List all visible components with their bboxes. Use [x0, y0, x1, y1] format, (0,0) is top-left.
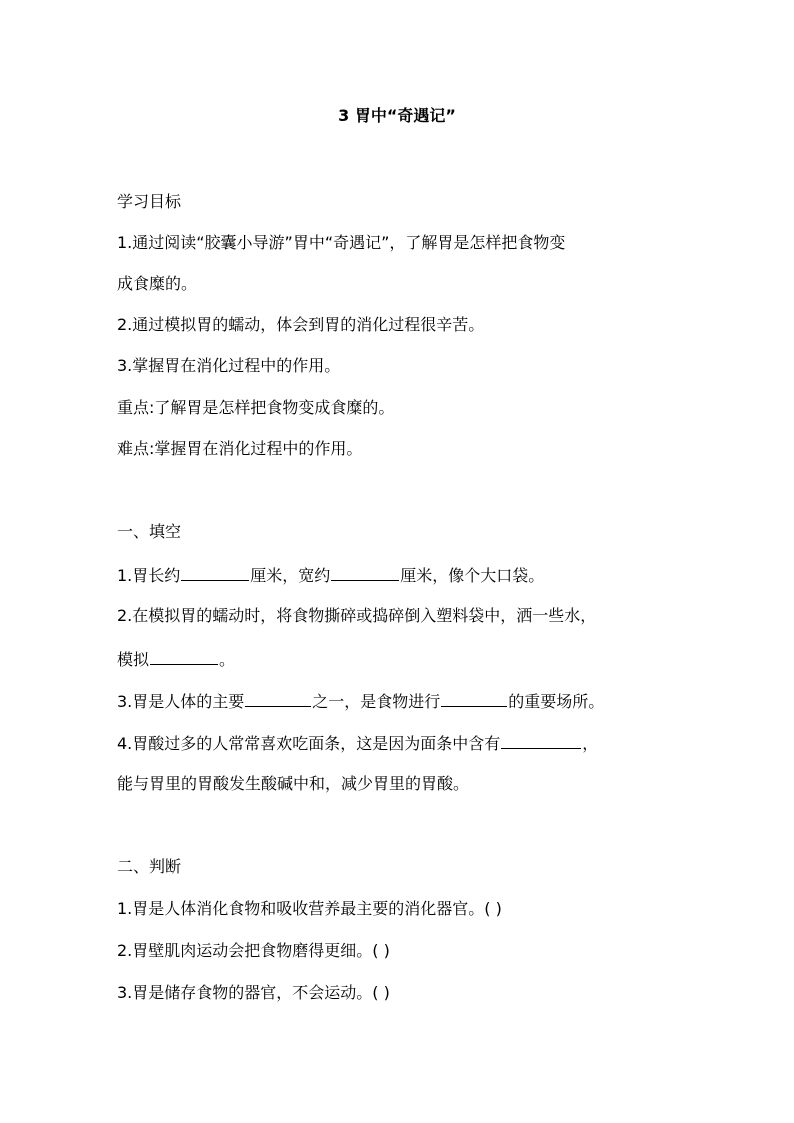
difficult-point: 难点:掌握胃在消化过程中的作用。 [117, 439, 363, 458]
fill-q3-blank-2[interactable] [441, 688, 507, 707]
fill-question-1 [117, 562, 544, 588]
key-point: 重点:了解胃是怎样把食物变成食糜的。 [117, 398, 395, 417]
judgement-question-1: 1.胃是人体消化食物和吸收营养最主要的消化器官。( ) [117, 899, 502, 918]
fill-q1-blank-2[interactable] [331, 562, 399, 581]
fill-q3-text-a: 3.胃是人体的主要 [117, 692, 245, 711]
fill-q2-text-b: 。 [219, 650, 236, 669]
fill-question-2-line-1: 2.在模拟胃的蠕动时，将食物撕碎或捣碎倒入塑料袋中，洒一些水， [117, 606, 597, 625]
fill-q4-text-a: 4.胃酸过多的人常常喜欢吃面条，这是因为面条中含有 [117, 734, 501, 753]
fill-q2-blank[interactable] [150, 646, 218, 665]
fill-q3-blank-1[interactable] [245, 688, 311, 707]
objective-1-line-2: 成食糜的。 [117, 274, 198, 293]
fill-q4-text-b: ， [582, 734, 599, 753]
fill-q1-blank-1[interactable] [181, 562, 249, 581]
judgement-question-3: 3.胃是储存食物的器官，不会运动。( ) [117, 983, 390, 1002]
fill-question-4-line-2: 能与胃里的胃酸发生酸碱中和，减少胃里的胃酸。 [117, 774, 470, 793]
fill-q4-blank[interactable] [501, 730, 581, 749]
page-title: 3 胃中“奇遇记” [338, 106, 456, 125]
fill-q3-text-c: 的重要场所。 [508, 692, 605, 711]
fill-blanks-heading: 一、填空 [117, 522, 182, 541]
fill-q1-text-c: 厘米，像个大口袋。 [400, 566, 545, 585]
judgement-heading: 二、判断 [117, 857, 182, 876]
judgement-question-2: 2.胃壁肌肉运动会把食物磨得更细。( ) [117, 941, 390, 960]
fill-q1-text-a: 1.胃长约 [117, 566, 181, 585]
fill-question-3 [117, 688, 604, 714]
objective-3: 3.掌握胃在消化过程中的作用。 [117, 356, 341, 375]
objective-1-line-1: 1.通过阅读“胶囊小导游”胃中“奇遇记”，了解胃是怎样把食物变 [117, 233, 566, 252]
fill-q2-text-a: 模拟 [117, 650, 150, 669]
fill-q1-text-b: 厘米，宽约 [250, 566, 331, 585]
objectives-heading: 学习目标 [117, 192, 182, 211]
fill-q3-text-b: 之一，是食物进行 [312, 692, 441, 711]
fill-question-2-line-2 [117, 646, 235, 672]
fill-question-4-line-1 [117, 730, 598, 756]
objective-2: 2.通过模拟胃的蠕动，体会到胃的消化过程很辛苦。 [117, 315, 485, 334]
